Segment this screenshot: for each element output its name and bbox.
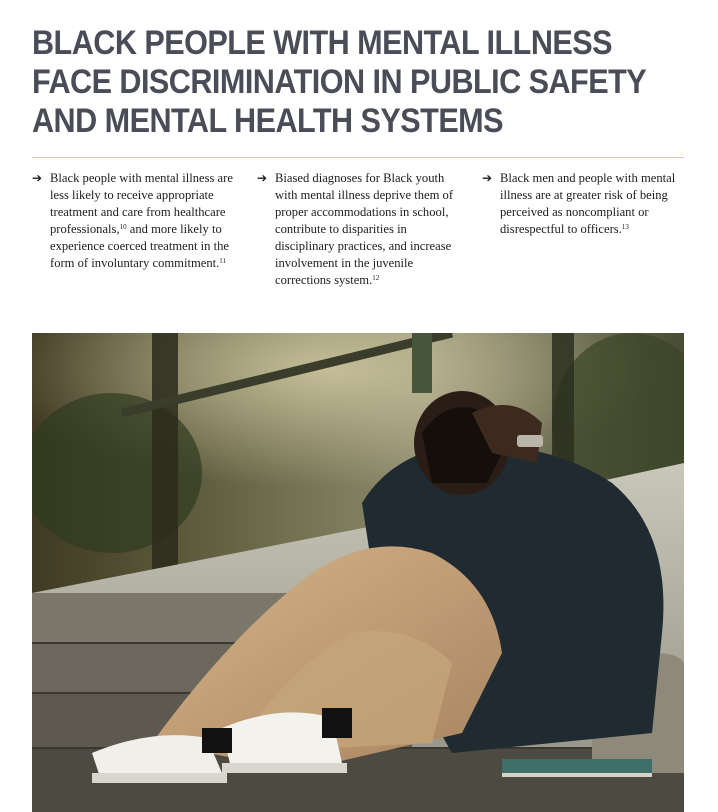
arrow-right-icon: ➔ (32, 171, 43, 185)
arrow-right-icon: ➔ (257, 171, 268, 185)
title-line-1: BLACK PEOPLE WITH MENTAL ILLNESS (32, 24, 612, 62)
bullet-text-part: and more likely to experience coerced treatment in the form of involuntary commitment. (50, 222, 230, 270)
bullet-text-part: Biased diagnoses for Black youth with mental illness deprive them of proper accommodations in school, contribute to disparities in disciplinary practices, and increase involvement in the juvenile corrections system. (275, 171, 454, 287)
bullet-text (50, 170, 233, 272)
bullet-text (500, 170, 683, 238)
bullet-columns (32, 170, 684, 289)
bullet-text (275, 170, 458, 289)
bullet-text-part: Black men and people with mental illness are at greater risk of being perceived as noncompliant or disrespectful to officers. (500, 171, 676, 236)
footnote-ref: 10 (119, 223, 127, 231)
photo-man-sitting-on-steps (32, 333, 684, 812)
footnote-ref: 12 (372, 274, 380, 282)
page-title (32, 24, 647, 141)
bullet-column-3 (482, 170, 683, 289)
bullet-column-2 (257, 170, 458, 289)
bullet-text-part: Black people with mental illness are less likely to receive appropriate treatment and care from healthcare professionals, (50, 171, 233, 236)
photo-illustration (32, 333, 684, 812)
footnote-ref: 11 (219, 257, 227, 265)
divider-line (32, 157, 684, 158)
title-line-3: AND MENTAL HEALTH SYSTEMS (32, 102, 504, 140)
footnote-ref: 13 (621, 223, 629, 231)
bullet-column-1 (32, 170, 233, 289)
title-line-2: FACE DISCRIMINATION IN PUBLIC SAFETY (32, 63, 647, 101)
arrow-right-icon: ➔ (482, 171, 493, 185)
